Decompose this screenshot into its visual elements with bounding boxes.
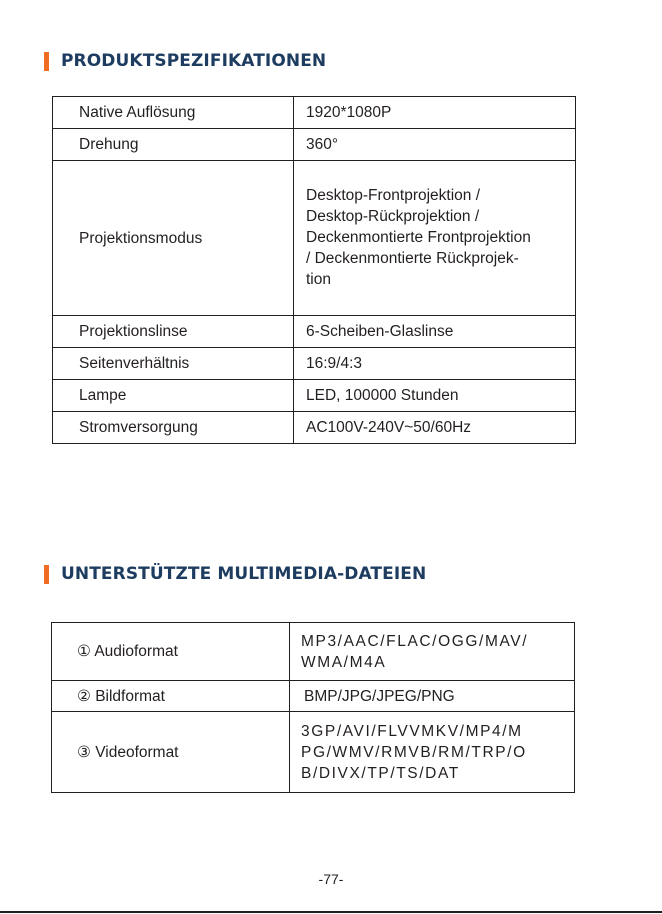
media-value-line: PG/WMV/RMVB/RM/TRP/O [301,743,527,761]
media-value [290,623,575,681]
spec-value-line: / Deckenmontierte Rückprojek- [306,249,519,267]
table-row [53,316,576,348]
table-row [53,161,576,316]
spec-value-line: Deckenmontierte Frontprojektion [306,228,531,246]
media-table [51,622,575,793]
media-value [290,712,575,793]
table-row [52,623,575,681]
table-row [52,712,575,793]
spec-value: 16:9/4:3 [294,348,576,380]
table-row [53,348,576,380]
spec-table [52,96,576,444]
media-value-line: BMP/JPG/JPEG/PNG [304,687,455,705]
media-value-line: B/DIVX/TP/TS/DAT [301,764,460,782]
heading-accent-bar [44,52,49,71]
media-value-line: MP3/AAC/FLAC/OGG/MAV/ [301,632,529,650]
spec-value: AC100V-240V~50/60Hz [294,412,576,444]
media-label: ① Audioformat [52,623,290,681]
table-row [53,129,576,161]
spec-label: Stromversorgung [53,412,294,444]
section-heading-media [44,564,426,584]
spec-label: Projektionsmodus [53,161,294,316]
spec-value: 1920*1080P [294,97,576,129]
table-row [53,380,576,412]
page-number: -77- [318,871,344,887]
spec-value: LED, 100000 Stunden [294,380,576,412]
spec-value: 6-Scheiben-Glaslinse [294,316,576,348]
bottom-divider [0,911,662,913]
spec-label: Projektionslinse [53,316,294,348]
media-value [290,681,575,712]
media-label: ② Bildformat [52,681,290,712]
table-row [53,97,576,129]
section-title-specs: PRODUKTSPEZIFIKATIONEN [61,51,327,71]
spec-value: 360° [294,129,576,161]
spec-label: Seitenverhältnis [53,348,294,380]
table-row [52,681,575,712]
spec-label: Drehung [53,129,294,161]
spec-value-line: Desktop-Frontprojektion / [306,186,481,204]
spec-label: Lampe [53,380,294,412]
table-row [53,412,576,444]
heading-accent-bar [44,565,49,584]
media-label: ③ Videoformat [52,712,290,793]
media-value-line: 3GP/AVI/FLVVMKV/MP4/M [301,722,523,740]
spec-label: Native Auflösung [53,97,294,129]
media-value-line: WMA/M4A [301,653,387,671]
section-title-media: UNTERSTÜTZTE MULTIMEDIA-DATEIEN [61,564,427,584]
spec-value-line: tion [306,270,331,288]
spec-value-line: Desktop-Rückprojektion / [306,207,480,225]
section-heading-specs [44,51,326,71]
spec-value-multiline [294,161,576,316]
